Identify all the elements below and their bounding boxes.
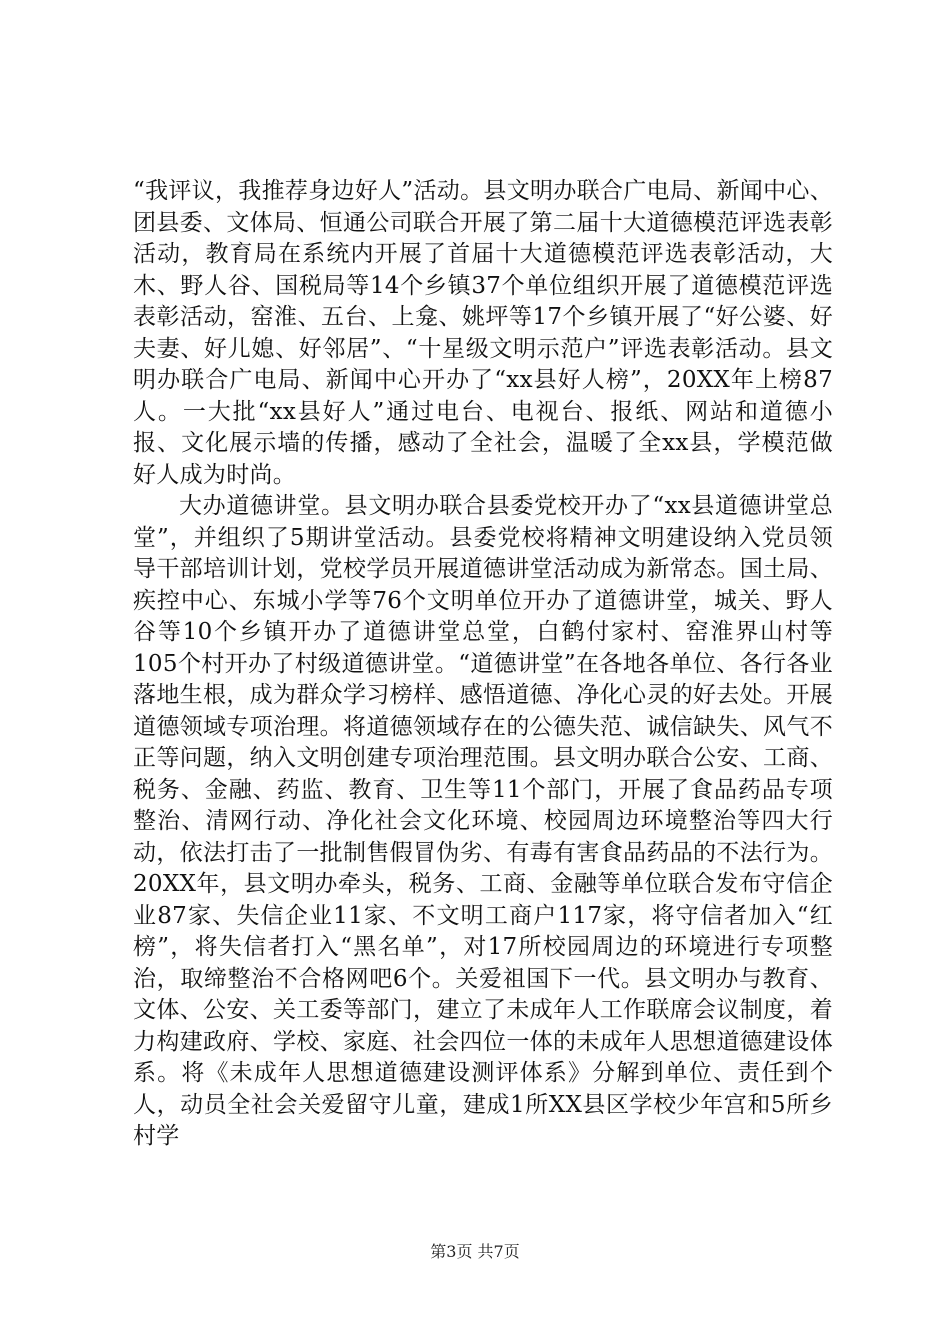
paragraph-1: “我评议，我推荐身边好人”活动。县文明办联合广电局、新闻中心、团县委、文体局、恒通公司联合开展了第二届十大道德模范评选表彰活动，教育局在系统内开展了首届十大道德模范评选表彰活动，大木、野人谷、国税局等14个乡镇37个单位组织开展了道德模范评选表彰活动，窑淮、五台、上龛、姚坪等17个乡镇开展了“好公婆、好夫妻、好儿媳、好邻居”、“十星级文明示范户”评选表彰活动。县文明办联合广电局、新闻中心开办了“xx县好人榜”，20XX年上榜87人。一大批“xx县好人”通过电台、电视台、报纸、网站和道德小报、文化展示墙的传播，感动了全社会，温暖了全xx县，学模范做好人成为时尚。 bbox=[133, 178, 833, 488]
paragraph-2: 大办道德讲堂。县文明办联合县委党校开办了“xx县道德讲堂总堂”，并组织了5期讲堂活动。县委党校将精神文明建设纳入党员领导干部培训计划，党校学员开展道德讲堂活动成为新常态。国土局、疾控中心、东城小学等76个文明单位开办了道德讲堂，城关、野人谷等10个乡镇开办了道德讲堂总堂，白鹤付家村、窑淮界山村等105个村开办了村级道德讲堂。“道德讲堂”在各地各单位、各行各业落地生根，成为群众学习榜样、感悟道德、净化心灵的好去处。开展道德领域专项治理。将道德领域存在的公德失范、诚信缺失、风气不正等问题，纳入文明创建专项治理范围。县文明办联合公安、工商、税务、金融、药监、教育、卫生等11个部门，开展了食品药品专项整治、清网行动、净化社会文化环境、校园周边环境整治等四大行动，依法打击了一批制售假冒伪劣、有毒有害食品药品的不法行为。20XX年，县文明办牵头，税务、工商、金融等单位联合发布守信企业87家、失信企业11家、不文明工商户117家，将守信者加入“红榜”，将失信者打入“黑名单”，对17所校园周边的环境进行专项整治，取缔整治不合格网吧6个。关爱祖国下一代。县文明办与教育、文体、公安、关工委等部门，建立了未成年人工作联席会议制度，着力构建政府、学校、家庭、社会四位一体的未成年人思想道德建设体系。将《未成年人思想道德建设测评体系》分解到单位、责任到个人，动员全社会关爱留守儿童，建成1所XX县区学校少年宫和5所乡村学 bbox=[133, 493, 833, 1149]
page-number-footer: 第3页 共7页 bbox=[430, 1242, 520, 1261]
document-body bbox=[133, 176, 833, 1153]
